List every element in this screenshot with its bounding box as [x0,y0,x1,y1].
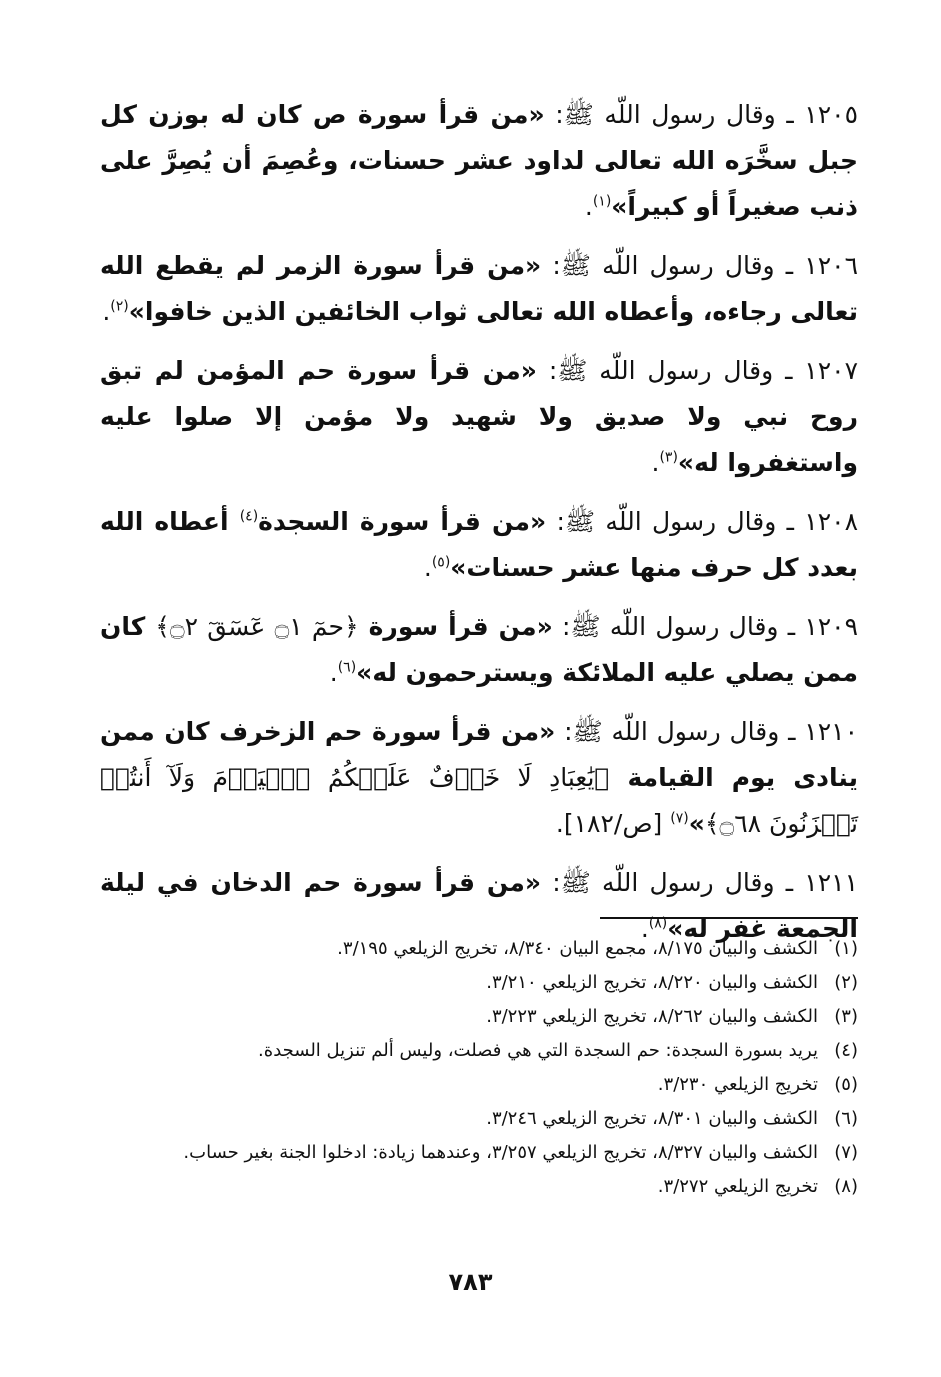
footnote-number: (٣) [834,1006,858,1027]
hadith-1208 [100,499,858,591]
hadith-quote-continued: أعطاه الله بعدد كل حرف منها عشر حسنات» [100,507,858,582]
hadith-quote: «من قرأ سورة [358,612,553,641]
footnote-text: يريد بسورة السجدة: حم السجدة التي هي فصلت، وليس ألم تنزيل السجدة. [258,1040,818,1061]
footnote-ref[interactable]: (٣) [659,449,678,466]
hadith-intro: ـ وقال رسول اللّه ﷺ: [555,717,805,746]
hadith-intro: ـ وقال رسول اللّه ﷺ: [552,612,805,641]
footnote-ref[interactable]: (٦) [337,659,357,676]
footnote-4 [100,1034,858,1068]
hadith-intro: ـ وقال رسول اللّه ﷺ: [546,507,805,536]
hadith-number: ١٢٠٥ [804,100,858,129]
hadith-1209 [100,604,858,696]
hadith-tail: . [584,192,593,221]
footnote-separator [600,917,858,919]
hadith-quote: «من قرأ سورة الزمر لم يقطع الله تعالى رجاءه، وأعطاه الله تعالى ثواب الخائفين الذين خافوا» [100,251,858,326]
footnote-ref[interactable]: (٢) [110,298,129,315]
hadith-1210 [100,709,858,847]
footnote-ref[interactable]: (٨) [648,915,668,932]
hadith-quote: «من قرأ سورة حم الدخان في ليلة الجمعة غفر له» [100,868,858,943]
hadith-number: ١٢٠٨ [804,507,858,536]
footnote-7 [100,1136,858,1170]
hadith-intro: ـ وقال رسول اللّه ﷺ: [544,100,805,129]
hadith-number: ١٢١١ [804,868,858,897]
hadith-tail: . [640,914,649,943]
footnote-number: (٢) [834,972,858,993]
footnote-number: (٨) [834,1176,858,1197]
page-number: ٧٨٣ [448,1268,493,1296]
hadith-number: ١٢٠٧ [804,356,859,385]
hadith-quote-continued: كان ممن يصلي عليه الملائكة ويسترحمون له» [100,612,858,687]
hadith-number: ١٢١٠ [804,717,858,746]
footnote-ref[interactable]: (٤) [239,508,259,525]
hadith-number: ١٢٠٦ [804,251,858,280]
footnote-2 [100,966,858,1000]
hadith-quote: «من قرأ سورة ص كان له بوزن كل جبل سخَّرَه الله تعالى لداود عشر حسنات، وعُصِمَ أن يُصِرَّ على ذنب صغيراً أو كبيراً» [100,100,858,221]
footnote-text: الكشف والبيان ٨/١٧٥، مجمع البيان ٨/٣٤٠، تخريج الزيلعي ٣/١٩٥. [337,938,818,959]
footnote-text: الكشف والبيان ٨/٣٢٧، تخريج الزيلعي ٣/٢٥٧، وعندهما زيادة: ادخلوا الجنة بغير حساب. [183,1142,818,1163]
footnote-number: (٤) [834,1040,858,1061]
quran-verse: ﴿حمٓ ۝١ عٓسٓقٓ ۝٢﴾ [155,612,359,641]
hadith-tail: . [329,658,338,687]
footnote-text: تخريج الزيلعي ٣/٢٧٢. [657,1176,818,1197]
hadith-quote-continued: » [688,809,705,838]
footnote-ref[interactable]: (٥) [431,554,451,571]
footnote-number: (٧) [834,1142,858,1163]
footnote-1 [100,932,858,966]
main-text [100,92,858,965]
footnote-3 [100,1000,858,1034]
hadith-quote: «من قرأ سورة حم الزخرف كان ممن ينادى يوم القيامة [100,717,858,792]
hadith-number: ١٢٠٩ [804,612,859,641]
footnote-text: الكشف والبيان ٨/٢٢٠، تخريج الزيلعي ٣/٢١٠. [486,972,818,993]
hadith-intro: ـ وقال رسول اللّه ﷺ: [541,251,805,280]
footnotes [100,932,858,1204]
footnote-number: (٥) [834,1074,858,1095]
hadith-quote: «من قرأ سورة حم المؤمن لم تبق روح نبي ولا صديق ولا شهيد ولا مؤمن إلا صلوا عليه واستغفروا له» [100,356,858,477]
footnote-6 [100,1102,858,1136]
hadith-1207 [100,348,858,486]
footnote-5 [100,1068,858,1102]
footnote-ref[interactable]: (٧) [670,810,689,827]
footnote-number: (٦) [834,1108,858,1129]
hadith-tail: . [423,553,432,582]
quran-verse: ﴿يَٰعِبَادِ لَا خَوۡفٌ عَلَيۡكُمُ ٱلۡيَوۡمَ وَلَآ أَنتُمۡ تَحۡزَنُونَ ۝٦٨﴾ [100,763,858,838]
hadith-tail: . [102,297,111,326]
footnote-text: تخريج الزيلعي ٣/٢٣٠. [657,1074,818,1095]
hadith-1206 [100,243,858,335]
footnote-text: الكشف والبيان ٨/٢٦٢، تخريج الزيلعي ٣/٢٢٣. [486,1006,818,1027]
footnote-text: الكشف والبيان ٨/٣٠١، تخريج الزيلعي ٣/٢٤٦. [486,1108,818,1129]
hadith-tail: . [651,448,660,477]
hadith-intro: ـ وقال رسول اللّه ﷺ: [536,356,805,385]
hadith-tail: [ص/١٨٢]. [555,809,671,838]
footnote-8 [100,1170,858,1204]
hadith-intro: ـ وقال رسول اللّه ﷺ: [541,868,805,897]
hadith-1205 [100,92,858,230]
hadith-quote: «من قرأ سورة السجدة [258,507,547,536]
footnote-number: (١) [834,938,858,959]
footnote-ref[interactable]: (١) [592,193,612,210]
